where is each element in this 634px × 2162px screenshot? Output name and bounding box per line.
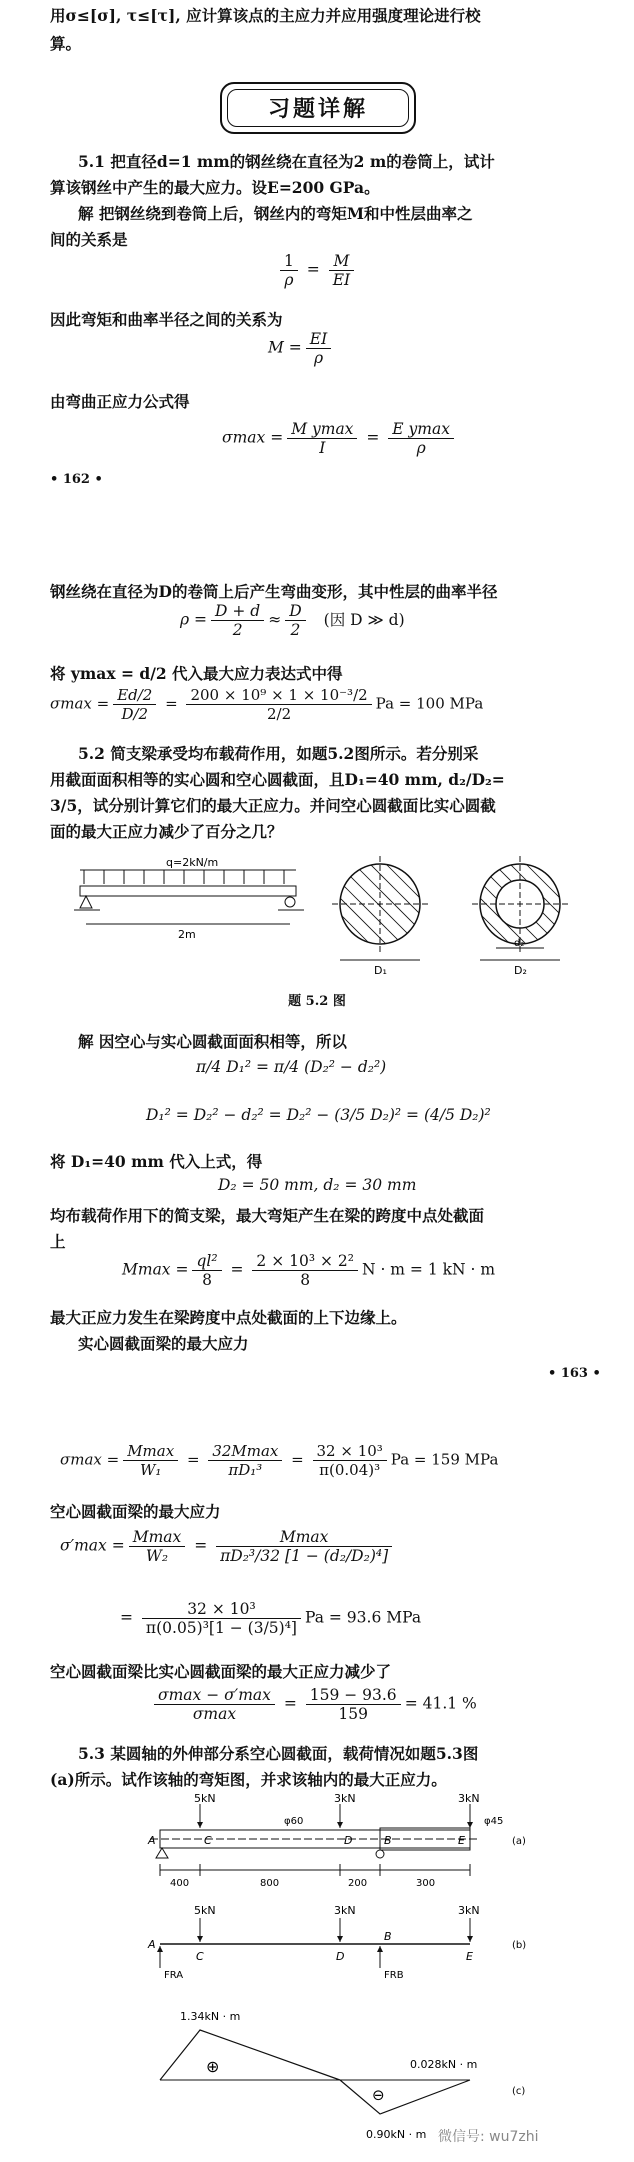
- p51-text-6: 将 ymax = d/2 代入最大应力表达式中得: [50, 664, 343, 683]
- formula-hollow-stress-value: = $\frac{\text{32 × 10³}}{\text{π(0.05)³[1 − (3/5)⁴]}}$ Pa = 93.6 MPa: [120, 1600, 422, 1637]
- p52-text-5: 最大正应力发生在梁跨度中点处截面的上下边缘上。: [50, 1308, 407, 1327]
- b-pt-b: B: [384, 1930, 392, 1943]
- b-pt-c: C: [196, 1950, 204, 1963]
- b-pt-d: D: [336, 1950, 345, 1963]
- a-pt-b: B: [384, 1834, 392, 1847]
- p51-text-3: 因此弯矩和曲率半径之间的关系为: [50, 310, 283, 329]
- p51-solution-1: 解 把钢丝绕到卷筒上后，钢丝内的弯矩M和中性层曲率之: [78, 204, 473, 223]
- p52-text-6: 实心圆截面梁的最大应力: [78, 1334, 249, 1353]
- p52-text-3: 均布载荷作用下的简支梁，最大弯矩产生在梁的跨度中点处截面: [50, 1206, 485, 1225]
- formula-curvature: $\frac{1}{\rho}$ = $\frac{M}{EI}$: [276, 252, 358, 289]
- pin-support: [80, 896, 92, 908]
- moment-positive: [160, 2030, 340, 2080]
- p51-question-1: 5.1 把直径d=1 mm的钢丝绕在直径为2 m的卷筒上，试计: [78, 152, 495, 171]
- section-title: 习题详解: [227, 89, 409, 127]
- formula-reduction: $\frac{\sigma\max - \sigma'\max}{\sigma\max}$ = $\frac{159 - 93.6}{159}$ = 41.1 %: [150, 1686, 477, 1723]
- formula-radius: ρ = $\frac{D + d}{2}$ ≈ $\frac{D}{2}$ (因 D ≫ d): [180, 602, 405, 639]
- p51-question-2: 算该钢丝中产生的最大应力。设E=200 GPa。: [50, 178, 380, 197]
- formula-bending-stress: σmax = $\frac{\text{M ymax}}{I}$ = $\frac{\text{E ymax}}{\rho}$: [222, 420, 458, 457]
- formula-moment: M = $\frac{EI}{\rho}$: [268, 330, 335, 367]
- p52-question-2: 用截面面积相等的实心圆和空心圆截面，且D₁=40 mm, d₂/D₂=: [50, 770, 505, 789]
- p51-solution-2: 间的关系是: [50, 230, 128, 249]
- d2-label: d₂: [514, 938, 525, 949]
- figure-5-2-caption: 题 5.2 图: [288, 994, 346, 1009]
- p52-text-7: 空心圆截面梁的最大应力: [50, 1502, 221, 1521]
- figure-5-3: [140, 1794, 560, 2154]
- a-load-d: 3kN: [334, 1794, 356, 1805]
- p52-text-4: 上: [50, 1232, 66, 1251]
- section-badge: [220, 82, 416, 134]
- formula-diameter-relation: D₁² = D₂² − d₂² = D₂² − (3/5 D₂)² = (4/5 D₂)²: [146, 1106, 491, 1124]
- c-m3: 0.90kN · m: [366, 2128, 427, 2141]
- a-load-e: 3kN: [458, 1794, 480, 1805]
- page-number-163: • 163 •: [548, 1366, 601, 1381]
- a-pt-a: A: [148, 1834, 156, 1847]
- formula-hollow-stress: σ′max = $\frac{Mmax}{\text{W₂}}$ = $\frac{Mmax}{\text{πD₂³/32 [1 − (d₂/D₂)⁴]}}$: [60, 1528, 396, 1565]
- a-pt-d: D: [344, 1834, 353, 1847]
- p51-text-4: 由弯曲正应力公式得: [50, 392, 190, 411]
- c-plus: ⊕: [206, 2057, 220, 2076]
- b-load-c: 5kN: [194, 1904, 216, 1917]
- figure-5-2: [60, 848, 600, 978]
- a-pt-c: C: [204, 1834, 212, 1847]
- b-load-e: 3kN: [458, 1904, 480, 1917]
- moment-negative: [340, 2080, 470, 2114]
- p53-question-2: (a)所示。试作该轴的弯矩图，并求该轴内的最大正应力。: [50, 1770, 447, 1789]
- p52-question-3: 3/5，试分别计算它们的最大正应力。并问空心圆截面比实心圆截: [50, 796, 496, 815]
- p52-question-1: 5.2 简支梁承受均布载荷作用，如题5.2图所示。若分别采: [78, 744, 479, 763]
- label-a: (a): [512, 1836, 526, 1847]
- d1-label: D₁: [374, 964, 387, 977]
- b-pt-e: E: [466, 1950, 473, 1963]
- a-dim-400: 400: [170, 1878, 190, 1889]
- p52-question-4: 面的最大正应力减少了百分之几？: [50, 822, 283, 841]
- a-dim-800: 800: [260, 1878, 280, 1889]
- formula-max-stress-wire: σmax = $\frac{Ed/2}{D/2}$ = $\frac{\text{200 × 10⁹ × 1 × 10⁻³/2}}{2/2}$ Pa = 100 MPa: [50, 686, 484, 723]
- a-phi60: φ60: [284, 1816, 304, 1827]
- b-react-a: FRA: [164, 1970, 184, 1981]
- figure-5-3b: [147, 1904, 526, 1981]
- load-label: q=2kN/m: [166, 856, 219, 869]
- p52-text-2: 将 D₁=40 mm 代入上式，得: [50, 1152, 263, 1171]
- p51-text-5: 钢丝绕在直径为D的卷筒上后产生弯曲变形，其中性层的曲率半径: [50, 582, 498, 601]
- figure-5-3c: [160, 2010, 525, 2141]
- label-b: (b): [512, 1940, 527, 1951]
- c-minus: ⊖: [372, 2086, 385, 2104]
- page-number-162: • 162 •: [50, 472, 103, 487]
- p52-text-8: 空心圆截面梁比实心圆截面梁的最大正应力减少了: [50, 1662, 392, 1681]
- formula-area-equal: π/4 D₁² = π/4 (D₂² − d₂²): [196, 1058, 387, 1076]
- beam: [80, 886, 296, 896]
- a-dim-200: 200: [348, 1878, 368, 1889]
- hollow-section: [470, 848, 578, 977]
- p53-question-1: 5.3 某圆轴的外伸部分系空心圆截面，载荷情况如题5.3图: [78, 1744, 479, 1763]
- a-load-c: 5kN: [194, 1794, 216, 1805]
- b-load-d: 3kN: [334, 1904, 356, 1917]
- a-dim-300: 300: [416, 1878, 436, 1889]
- D2-label: D₂: [514, 964, 527, 977]
- label-c: (c): [512, 2086, 526, 2097]
- formula-max-moment: Mmax = $\frac{\text{ql²}}{8}$ = $\frac{\text{2 × 10³ × 2²}}{8}$ N · m = 1 kN · m: [122, 1252, 496, 1289]
- span-label: 2m: [178, 928, 196, 941]
- formula-diameter-values: D₂ = 50 mm, d₂ = 30 mm: [218, 1176, 417, 1194]
- b-pt-a: A: [148, 1938, 156, 1951]
- top-line-1: 用σ≤[σ], τ≤[τ], 应计算该点的主应力并应用强度理论进行校: [50, 6, 481, 25]
- watermark: 微信号: wu7zhi: [438, 2129, 539, 2145]
- top-line-2: 算。: [50, 34, 82, 53]
- figure-5-3a: [147, 1794, 526, 1889]
- distributed-load: [80, 856, 296, 884]
- roller-support: [285, 897, 295, 907]
- c-m2: 0.028kN · m: [410, 2058, 478, 2071]
- formula-solid-stress: σmax = $\frac{Mmax}{\text{W₁}}$ = $\frac{32Mmax}{\text{πD₁³}}$ = $\frac{\text{32 × 10³}}{\text{π(0.04)³}}$ Pa = 159 MPa: [60, 1442, 499, 1479]
- solid-section: [330, 848, 438, 977]
- c-m1: 1.34kN · m: [180, 2010, 241, 2023]
- b-react-b: FRB: [384, 1970, 404, 1981]
- p52-solution-1: 解 因空心与实心圆截面面积相等，所以: [78, 1032, 347, 1051]
- a-pt-e: E: [458, 1834, 465, 1847]
- a-phi45: φ45: [484, 1816, 504, 1827]
